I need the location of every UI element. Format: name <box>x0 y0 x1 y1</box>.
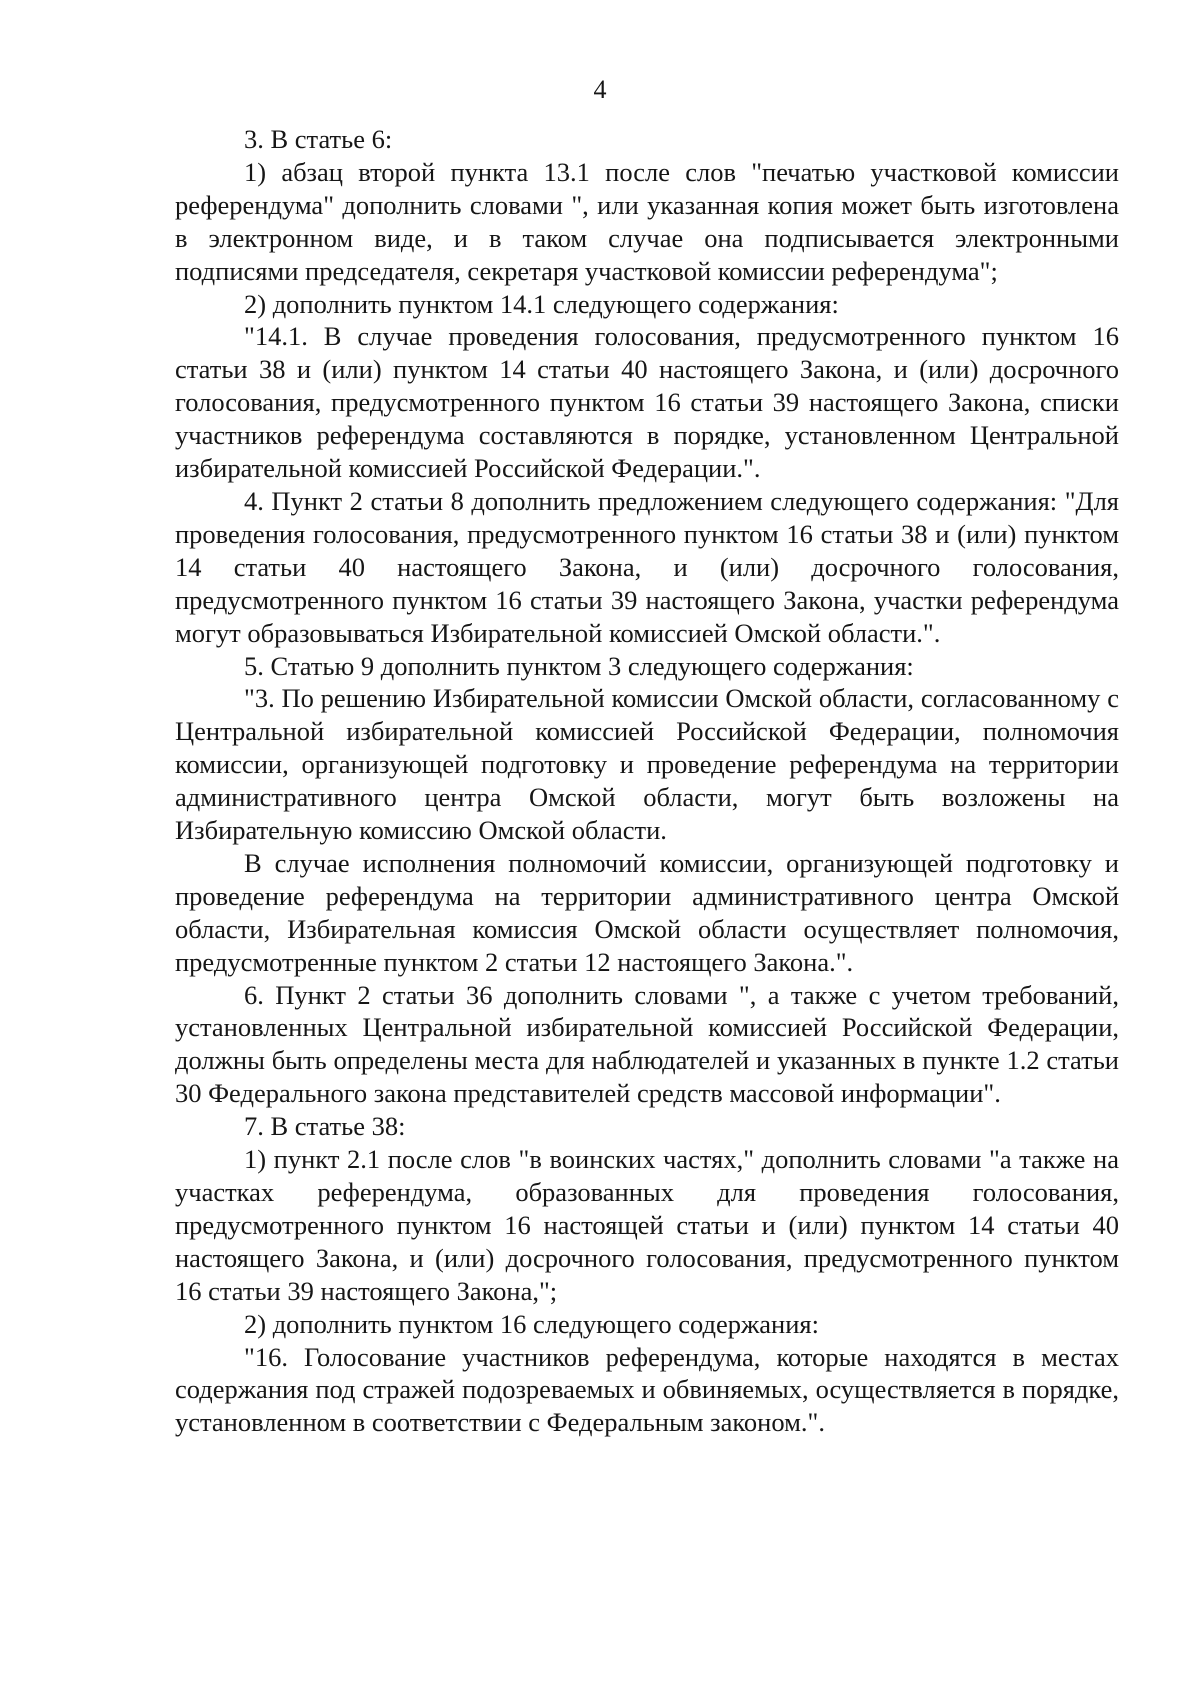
paragraph-article-9-heading: 5. Статью 9 дополнить пунктом 3 следующего содержания: <box>244 650 914 681</box>
paragraph-article-38-item-1: 1) пункт 2.1 после слов "в воинских частях," дополнить словами "а также на участках референдума, образованных для проведения голосования, предусмотренного пунктом 16 настоящей статьи и (или) пунктом 14 статьи 40 настоящего Закона, и (или) досрочного голосования, предусмотренного пунктом 16 статьи 39 настоящего Закона,"; <box>175 1144 1119 1306</box>
paragraph-article-6-item-2: 2) дополнить пунктом 14.1 следующего содержания: <box>244 288 839 319</box>
page-number: 4 <box>593 75 607 104</box>
paragraph-article-38-heading: 7. В статье 38: <box>244 1111 406 1142</box>
paragraph-clause-3-continued: В случае исполнения полномочий комиссии, организующей подготовку и проведение референдума на территории административного центра Омской области, Избирательная комиссия Омской области осуществляет полномочия, предусмотренные пунктом 2 статьи 12 настоящего Закона.". <box>175 847 1119 977</box>
paragraph-article-6-item-1: 1) абзац второй пункта 13.1 после слов "печатью участковой комиссии референдума" дополнить словами ", или указанная копия может быть изготовлена в электронном виде, и в таком случае она подписывается электронными подписями председателя, секретаря участковой комиссии референдума"; <box>175 156 1119 286</box>
paragraph-article-6-heading: 3. В статье 6: <box>244 124 393 154</box>
paragraph-article-36: 6. Пункт 2 статьи 36 дополнить словами ", а также с учетом требований, установленных Центральной избирательной комиссией Российской Федерации, должны быть определены места для наблюдателей и указанных в пункте 1.2 статьи 30 Федерального закона представителей средств массовой информации". <box>175 979 1119 1109</box>
paragraph-clause-16: "16. Голосование участников референдума, которые находятся в местах содержания под стражей подозреваемых и обвиняемых, осуществляется в порядке, установленном в соответствии с Федеральным законом.". <box>175 1341 1119 1438</box>
paragraph-article-38-item-2: 2) дополнить пунктом 16 следующего содержания: <box>244 1308 819 1339</box>
paragraph-clause-14-1: "14.1. В случае проведения голосования, предусмотренного пунктом 16 статьи 38 и (или) пунктом 14 статьи 40 настоящего Закона, и (или) досрочного голосования, предусмотренного пунктом 16 статьи 39 настоящего Закона, списки участников референдума составляются в порядке, установленном Центральной избирательной комиссией Российской Федерации.". <box>175 321 1119 484</box>
paragraph-article-8: 4. Пункт 2 статьи 8 дополнить предложением следующего содержания: "Для проведения голосования, предусмотренного пунктом 16 статьи 38 и (или) пунктом 14 статьи 40 настоящего Закона, и (или) досрочного голосования, предусмотренного пунктом 16 статьи 39 настоящего Закона, участки референдума могут образовываться Избирательной комиссией Омской области.". <box>175 485 1119 648</box>
document-body <box>175 123 1119 1439</box>
paragraph-clause-3: "3. По решению Избирательной комиссии Омской области, согласованному с Центральной избирательной комиссией Российской Федерации, полномочия комиссии, организующей подготовку и проведение референдума на территории административного центра Омской области, могут быть возложены на Избирательную комиссию Омской области. <box>175 683 1119 846</box>
